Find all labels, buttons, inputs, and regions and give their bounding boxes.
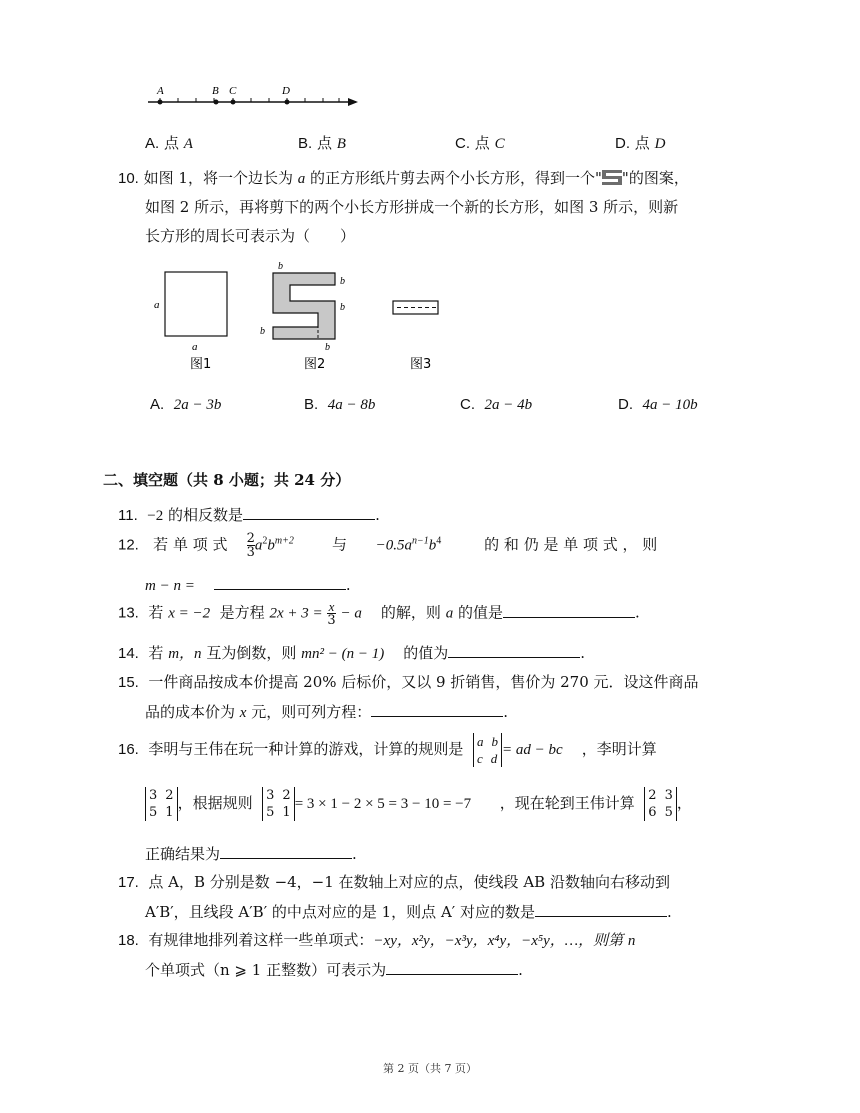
q10-line3: 长方形的周长可表示为（ ） bbox=[145, 227, 356, 245]
fig2-caption: 图2 bbox=[304, 357, 326, 372]
q13: 13. 若 x = −2 是方程 2x + 3 = $\frac{x}{3}$ − a 的解，则 a 的值是 . bbox=[118, 599, 640, 628]
q18-line2: 个单项式（n ⩾ 1 正整数）可表示为 . bbox=[145, 958, 523, 980]
section-title-fill-blank: 二、填空题（共 8 小题；共 24 分） bbox=[103, 471, 351, 489]
q9-option-a[interactable]: A. 点 A bbox=[145, 134, 193, 152]
q18-answer-blank[interactable] bbox=[386, 958, 518, 975]
fig2-label-b1: b bbox=[278, 261, 283, 272]
point-label-a: A bbox=[157, 85, 164, 97]
det-1-repeat: 3 2 5 1 bbox=[262, 787, 295, 821]
q13-answer-blank[interactable] bbox=[503, 601, 635, 618]
q18-line1: 18. 有规律地排列着这样一些单项式：−xy，x²y，−x³y，x⁴y，−x⁵y，…，则第 n bbox=[118, 931, 636, 949]
page-footer: 第 2 页（共 7 页） bbox=[383, 1062, 477, 1075]
q16-answer-blank[interactable] bbox=[220, 842, 352, 859]
det-2: 2 3 6 5 bbox=[644, 787, 677, 821]
q17-answer-blank[interactable] bbox=[535, 900, 667, 917]
q10-line1: 10. 如图 1，将一个边长为 a 的正方形纸片剪去两个小长方形，得到一个" "的图案， bbox=[118, 169, 689, 187]
fig1-label-a-bottom: a bbox=[192, 341, 198, 353]
fig2-label-b3: b bbox=[340, 302, 345, 313]
fig1-caption: 图1 bbox=[190, 357, 212, 372]
q14-answer-blank[interactable] bbox=[448, 641, 580, 658]
q12-coefficient: $\frac{2}{3}$ bbox=[246, 531, 255, 560]
q9-option-b[interactable]: B. 点 B bbox=[298, 134, 346, 152]
fig1-square bbox=[165, 272, 227, 336]
point-label-b: B bbox=[212, 85, 219, 97]
fig1-label-a-side: a bbox=[154, 299, 160, 311]
point-label-d: D bbox=[282, 85, 290, 97]
q17-line1: 17. 点 A，B 分别是数 −4，−1 在数轴上对应的点，使线段 AB 沿数轴向右移动到 bbox=[118, 873, 670, 891]
q10-line2: 如图 2 所示，再将剪下的两个小长方形拼成一个新的长方形，如图 3 所示，则新 bbox=[145, 198, 679, 216]
fig2-label-b4: b bbox=[260, 326, 265, 337]
det-abcd: a b c d bbox=[473, 733, 502, 767]
q16-line1: 16. 李明与王伟在玩一种计算的游戏，计算的规则是 a b c d = ad − bc ，李明计算 bbox=[118, 734, 657, 766]
q11: 11. −2 的相反数是 . bbox=[118, 503, 380, 525]
det-1: 3 2 5 1 bbox=[145, 787, 178, 821]
q14: 14. 若 m，n 互为倒数，则 mn² − (n − 1) 的值为 . bbox=[118, 641, 585, 663]
q15-line1: 15. 一件商品按成本价提高 20% 后标价，又以 9 折销售，售价为 270 元．设这件商品 bbox=[118, 673, 699, 691]
q10-option-b[interactable]: B. 4a − 8b bbox=[304, 396, 376, 413]
q15-line2: 品的成本价为 x 元，则可列方程： . bbox=[145, 700, 508, 722]
q10-figures bbox=[148, 255, 448, 375]
fig2-s-shape bbox=[273, 273, 335, 339]
fig2-label-b5: b bbox=[325, 342, 330, 353]
s-shape-icon bbox=[602, 170, 622, 185]
q9-option-d[interactable]: D. 点 D bbox=[615, 134, 666, 152]
number-line-figure bbox=[140, 80, 370, 112]
fig2-label-b2: b bbox=[340, 276, 345, 287]
q9-option-c[interactable]: C. 点 C bbox=[455, 134, 505, 152]
q11-answer-blank[interactable] bbox=[243, 503, 375, 520]
fig3-caption: 图3 bbox=[410, 357, 432, 372]
point-label-c: C bbox=[229, 85, 237, 97]
q16-line3: 正确结果为 . bbox=[145, 842, 357, 864]
q10-option-d[interactable]: D. 4a − 10b bbox=[618, 396, 698, 413]
q12-answer-blank[interactable] bbox=[214, 573, 346, 590]
q12-line2: m − n = . bbox=[145, 573, 351, 595]
q10-option-c[interactable]: C. 2a − 4b bbox=[460, 396, 533, 413]
q10-option-a[interactable]: A. 2a − 3b bbox=[150, 396, 222, 413]
q16-line2: 3 2 5 1 ，根据规则 3 2 5 1 = 3 × 1 − 2 × 5 = 3 − 10 = −7 ，现在轮到王伟计算 2 3 6 5 ， bbox=[145, 782, 692, 825]
q17-line2: A′B′，且线段 A′B′ 的中点对应的是 1，则点 A′ 对应的数是 . bbox=[145, 900, 672, 922]
q15-answer-blank[interactable] bbox=[371, 700, 503, 717]
q12-line1: 12. 若 单 项 式 $\frac{2}{3}$ $a^2b^{m+2}$ 与 $-0.5a^{n-1}b^4$ 的 和 仍 是 单 项 式 ， 则 bbox=[118, 531, 658, 560]
